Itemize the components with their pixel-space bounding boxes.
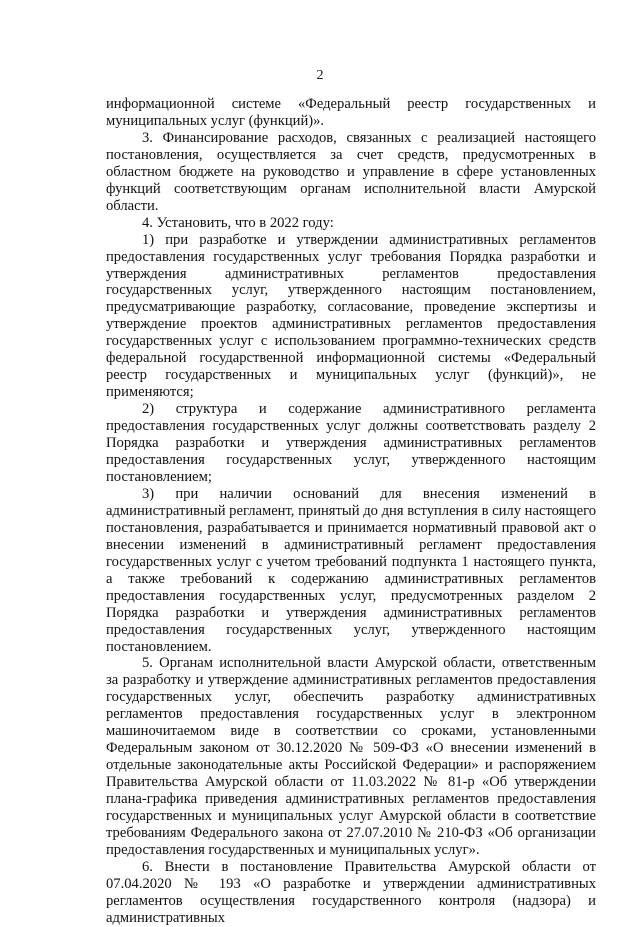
paragraph-continuation: информационной системе «Федеральный реестр государственных и муниципальных услуг (функций)». [106,96,596,129]
document-body [106,96,596,927]
paragraph-item-4-establish: 4. Установить, что в 2022 году: [142,214,334,231]
paragraph-subitem-2: 2) структура и содержание административного регламента предоставления государственных услуг должны соответствовать разделу 2 Порядка разработки и утверждения административных регламентов предоставления государственных услуг, утвержденного настоящим постановлением; [106,401,596,485]
paragraph-item-6-amendments: 6. Внести в постановление Правительства Амурской области от 07.04.2020 № 193 «О разработке и утверждении административных регламентов осуществления государственного контроля (надзора) и административных [106,858,596,926]
page-number: 2 [316,68,324,83]
paragraph-subitem-3: 3) при наличии оснований для внесения изменений в административный регламент, принятый до дня вступления в силу настоящего постановления, разрабатывается и принимается нормативный правовой акт о внесении изменений в административный регламент предоставления государственных услуг с учетом требований подпункта 1 настоящего пункта, а также требований к содержанию административных регламентов предоставления государственных услуг, предусмотренных разделом 2 Порядка разработки и утверждения административных регламентов предоставления государственных услуг, утвержденного настоящим постановлением. [106,485,596,655]
paragraph-item-5-executive-bodies: 5. Органам исполнительной власти Амурской области, ответственным за разработку и утверждение административных регламентов предоставления государственных услуг, обеспечить разработку административных регламентов предоставления государственных услуг в электронном машиночитаемом виде в соответствии со сроками, установленными Федеральным законом от 30.12.2020 № 509-ФЗ «О внесении изменений в отдельные законодательные акты Российской Федерации» и распоряжением Правительства Амурской области от 11.03.2022 № 81-р «Об утверждении плана-графика приведения административных регламентов предоставления государственных и муниципальных услуг Амурской области в соответствие требованиям Федерального закона от 27.07.2010 № 210-ФЗ «Об организации предоставления государственных и муниципальных услуг». [106,655,596,858]
paragraph-item-3-financing: 3. Финансирование расходов, связанных с реализацией настоящего постановления, осуществляется за счет средств, предусмотренных в областном бюджете на руководство и управление в сфере установленных функций соответствующим органам исполнительной власти Амурской области. [106,129,596,214]
paragraph-subitem-1: 1) при разработке и утверждении административных регламентов предоставления государственных услуг требования Порядка разработки и утверждения административных регламентов предоставления государственных услуг, утвержденного настоящим постановлением, предусматривающие разработку, согласование, проведение экспертизы и утверждение проектов административных регламентов предоставления государственных услуг с использованием программно-технических средств федеральной государственной информационной системы «Федеральный реестр государственных и муниципальных услуг (функций)», не применяются; [106,231,596,401]
